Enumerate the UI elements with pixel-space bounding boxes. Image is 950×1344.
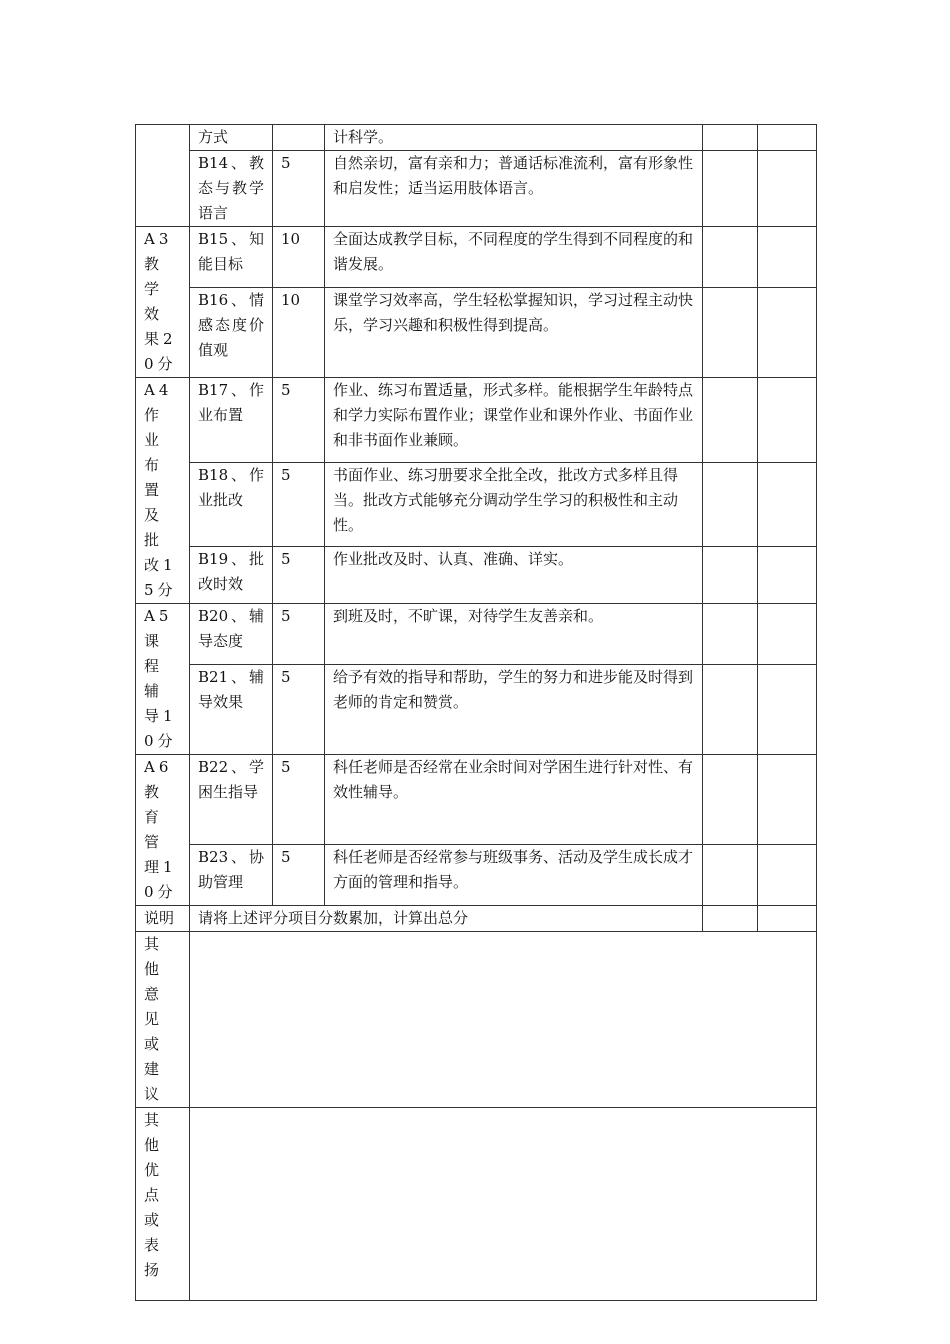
item-cell: B22、学困生指导 [190, 755, 273, 845]
table-row [136, 462, 817, 547]
rating-cell[interactable] [703, 287, 758, 377]
category-cell: A6教育管理10分 [136, 755, 190, 906]
rating-cell[interactable] [703, 844, 758, 905]
score-input-cell[interactable] [758, 604, 817, 665]
standard-cell: 到班及时，不旷课，对待学生友善亲和。 [325, 604, 703, 665]
rating-cell[interactable] [703, 125, 758, 151]
rating-cell[interactable] [703, 227, 758, 288]
standard-cell: 自然亲切，富有亲和力；普通话标准流利，富有形象性和启发性；适当运用肢体语言。 [325, 151, 703, 227]
standard-cell: 计科学。 [325, 125, 703, 151]
category-cell: A4作业布置及批改15分 [136, 378, 190, 604]
score-input-cell[interactable] [758, 547, 817, 604]
score-cell: 5 [273, 755, 325, 845]
score-cell: 5 [273, 665, 325, 755]
score-cell [273, 125, 325, 151]
rating-cell[interactable] [703, 547, 758, 604]
rating-cell[interactable] [703, 604, 758, 665]
score-input-cell[interactable] [758, 378, 817, 463]
rating-cell[interactable] [703, 462, 758, 547]
score-input-cell[interactable] [758, 755, 817, 845]
score-cell: 10 [273, 227, 325, 288]
total-score-cell[interactable] [758, 906, 817, 932]
standard-cell: 科任老师是否经常参与班级事务、活动及学生成长成才方面的管理和指导。 [325, 844, 703, 905]
opinions-row [136, 932, 817, 1108]
table-row [136, 665, 817, 755]
table-row [136, 755, 817, 845]
category-cell: A5课程辅导10分 [136, 604, 190, 755]
evaluation-table [135, 124, 817, 1301]
score-input-cell[interactable] [758, 125, 817, 151]
table-row [136, 125, 817, 151]
score-cell: 5 [273, 378, 325, 463]
opinions-field[interactable] [190, 932, 817, 1108]
item-cell: B19、批改时效 [190, 547, 273, 604]
standard-cell: 给予有效的指导和帮助，学生的努力和进步能及时得到老师的肯定和赞赏。 [325, 665, 703, 755]
note-text: 请将上述评分项目分数累加，计算出总分 [190, 906, 703, 932]
item-cell: B20、辅导态度 [190, 604, 273, 665]
score-input-cell[interactable] [758, 844, 817, 905]
standard-cell: 作业批改及时、认真、准确、详实。 [325, 547, 703, 604]
total-rating-cell[interactable] [703, 906, 758, 932]
score-input-cell[interactable] [758, 665, 817, 755]
category-cell-continued [136, 125, 190, 227]
table-row [136, 604, 817, 665]
note-label: 说明 [136, 906, 190, 932]
praise-label: 其他优点或表扬 [136, 1108, 190, 1301]
item-cell: B23、协助管理 [190, 844, 273, 905]
table-row [136, 378, 817, 463]
item-cell: 方式 [190, 125, 273, 151]
item-cell: B21、辅导效果 [190, 665, 273, 755]
item-cell: B15、知能目标 [190, 227, 273, 288]
standard-cell: 书面作业、练习册要求全批全改，批改方式多样且得当。批改方式能够充分调动学生学习的积极性和主动性。 [325, 462, 703, 547]
item-cell: B17、作业布置 [190, 378, 273, 463]
score-cell: 5 [273, 547, 325, 604]
item-cell: B14、教态与教学语言 [190, 151, 273, 227]
table-row [136, 287, 817, 377]
praise-field[interactable] [190, 1108, 817, 1301]
standard-cell: 全面达成教学目标，不同程度的学生得到不同程度的和谐发展。 [325, 227, 703, 288]
score-input-cell[interactable] [758, 287, 817, 377]
rating-cell[interactable] [703, 665, 758, 755]
score-cell: 5 [273, 604, 325, 665]
rating-cell[interactable] [703, 755, 758, 845]
item-cell: B18、作业批改 [190, 462, 273, 547]
rating-cell[interactable] [703, 378, 758, 463]
table-row [136, 151, 817, 227]
score-cell: 10 [273, 287, 325, 377]
praise-row [136, 1108, 817, 1301]
rating-cell[interactable] [703, 151, 758, 227]
table-row [136, 227, 817, 288]
score-cell: 5 [273, 462, 325, 547]
score-input-cell[interactable] [758, 151, 817, 227]
score-cell: 5 [273, 844, 325, 905]
category-cell: A3教学效果20分 [136, 227, 190, 378]
table-row [136, 844, 817, 905]
note-row [136, 906, 817, 932]
table-row [136, 547, 817, 604]
standard-cell: 课堂学习效率高，学生轻松掌握知识，学习过程主动快乐，学习兴趣和积极性得到提高。 [325, 287, 703, 377]
standard-cell: 科任老师是否经常在业余时间对学困生进行针对性、有效性辅导。 [325, 755, 703, 845]
score-input-cell[interactable] [758, 227, 817, 288]
score-input-cell[interactable] [758, 462, 817, 547]
score-cell: 5 [273, 151, 325, 227]
item-cell: B16、情感态度价值观 [190, 287, 273, 377]
opinions-label: 其他意见或建议 [136, 932, 190, 1108]
standard-cell: 作业、练习布置适量，形式多样。能根据学生年龄特点和学力实际布置作业；课堂作业和课外作业、书面作业和非书面作业兼顾。 [325, 378, 703, 463]
